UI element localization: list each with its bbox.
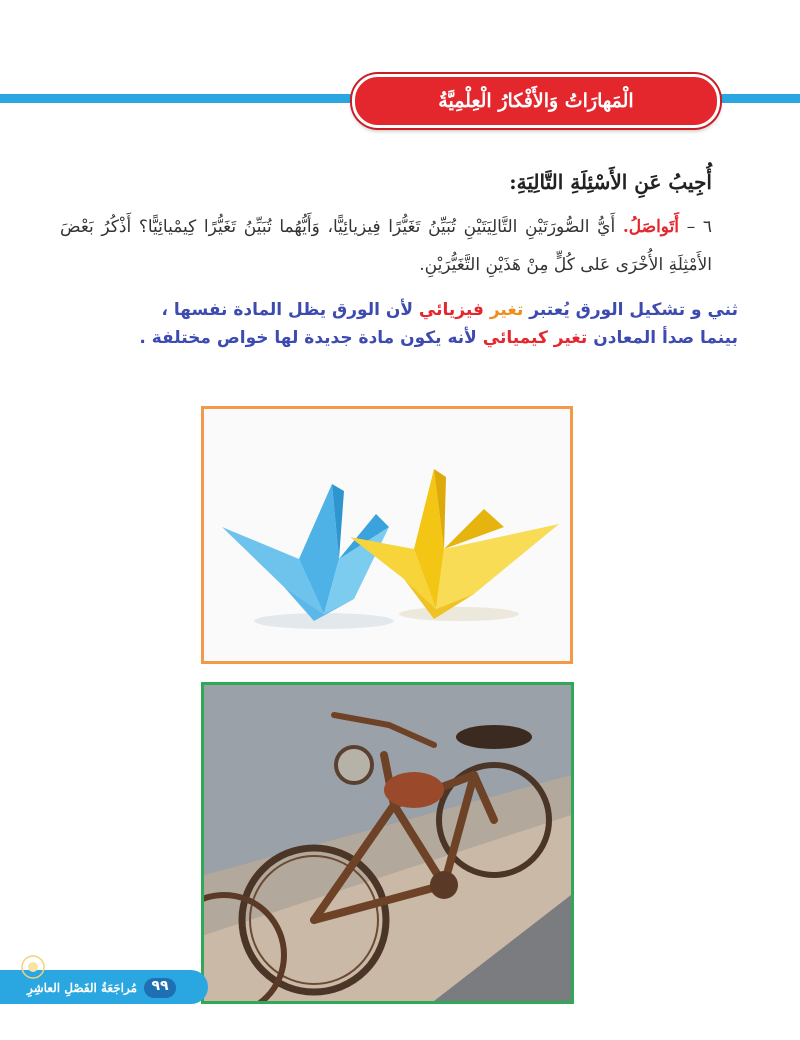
answer-part7: لأنه يكون مادة جديدة لها خواص مختلفة .	[139, 328, 477, 348]
section-title: الْمَهارَاتُ وَالأَفْكارُ الْعِلْمِيَّةُ	[438, 90, 634, 112]
decorative-star-icon	[20, 954, 46, 980]
question-text: أَيُّ الصُّورَتَيْنِ التَّالِيَتَيْنِ تُبَيِّنُ تَغَيُّرًا فِيزيائِيًّا، وَأَيُّهُما تُبَيِّنُ تَغَيُّرًا كِيمْيائِيًّا؟ أَذْكُرُ بَعْضَ الأَمْثِلَةِ الأُخْرَى عَلى كُلٍّ مِنْ هَذَيْنِ التَّغَيُّرَيْنِ.	[60, 217, 712, 275]
rusty-bicycle-illustration	[204, 685, 571, 1001]
paper-cranes-photo	[201, 406, 573, 664]
page-number: ٩٩	[144, 978, 176, 998]
paper-cranes-illustration	[204, 409, 570, 661]
answer-part2: تغير	[489, 300, 524, 320]
answer-part5: بينما صدأ المعادن	[593, 328, 738, 348]
answer-part4: لأن الورق يظل المادة نفسها ،	[161, 300, 413, 320]
question-6	[60, 208, 712, 284]
handwritten-answer	[60, 296, 738, 352]
rusty-bicycle-photo	[201, 682, 574, 1004]
instruction-heading: أُجِيبُ عَنِ الأَسْئِلَةِ التَّالِيَةِ:	[509, 170, 712, 194]
question-skill: أَتَواصَلُ.	[622, 217, 680, 237]
chapter-review-label: مُراجَعَةُ الفَصْلِ العاشِرِ	[26, 981, 138, 995]
question-number: ٦ –	[686, 217, 713, 237]
answer-part6: تغير كيميائي	[482, 328, 588, 348]
answer-part3: فيزيائي	[418, 300, 484, 320]
answer-part1: ثني و تشكيل الورق يُعتبر	[529, 300, 738, 320]
section-title-banner	[352, 74, 720, 128]
